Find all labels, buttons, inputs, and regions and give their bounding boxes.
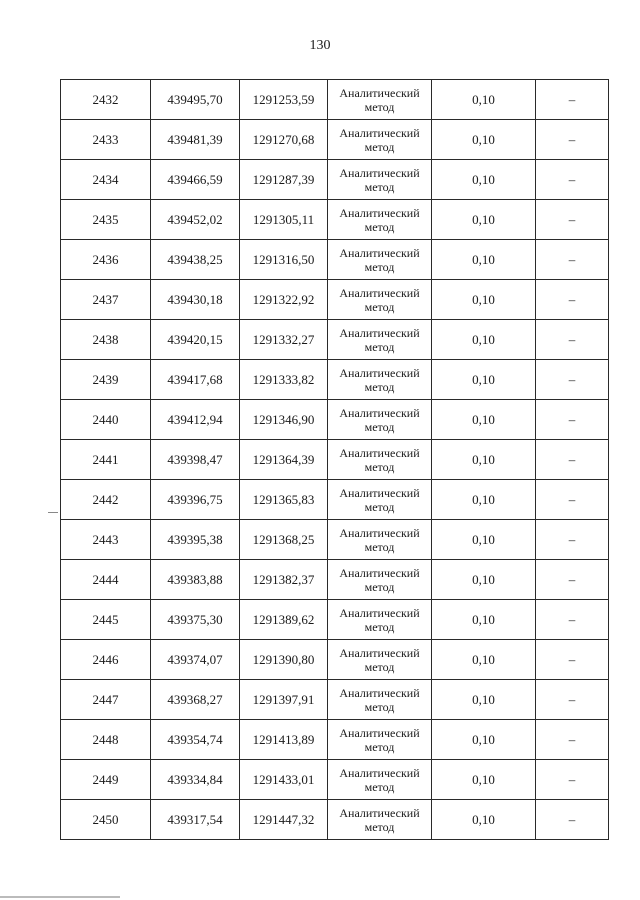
method-line-1: Аналитический	[339, 445, 420, 460]
method-line-1: Аналитический	[339, 565, 420, 580]
point-number-cell: 2450	[61, 800, 151, 840]
coordinates-table-body	[61, 80, 609, 840]
method-line-1: Аналитический	[339, 485, 420, 500]
y-coordinate-cell: 1291346,90	[240, 400, 328, 440]
method-line-1: Аналитический	[339, 125, 420, 140]
y-coordinate-cell: 1291316,50	[240, 240, 328, 280]
method-line-2: метод	[364, 619, 395, 634]
note-cell: –	[536, 520, 609, 560]
accuracy-cell: 0,10	[432, 600, 536, 640]
y-coordinate-cell: 1291413,89	[240, 720, 328, 760]
accuracy-cell: 0,10	[432, 720, 536, 760]
y-coordinate-cell: 1291389,62	[240, 600, 328, 640]
method-cell	[328, 520, 432, 560]
note-cell: –	[536, 120, 609, 160]
method-cell	[328, 720, 432, 760]
coordinates-table	[60, 79, 609, 840]
y-coordinate-cell: 1291397,91	[240, 680, 328, 720]
method-cell	[328, 240, 432, 280]
method-line-2: метод	[364, 99, 395, 114]
method-line-2: метод	[364, 299, 395, 314]
method-line-1: Аналитический	[339, 85, 420, 100]
point-number-cell: 2438	[61, 320, 151, 360]
table-row	[61, 80, 609, 120]
scan-artifact-mark	[48, 512, 58, 513]
y-coordinate-cell: 1291365,83	[240, 480, 328, 520]
point-number-cell: 2437	[61, 280, 151, 320]
method-line-2: метод	[364, 779, 395, 794]
method-line-1: Аналитический	[339, 325, 420, 340]
table-row	[61, 480, 609, 520]
accuracy-cell: 0,10	[432, 240, 536, 280]
x-coordinate-cell: 439481,39	[151, 120, 240, 160]
y-coordinate-cell: 1291253,59	[240, 80, 328, 120]
point-number-cell: 2448	[61, 720, 151, 760]
method-line-1: Аналитический	[339, 165, 420, 180]
method-cell	[328, 440, 432, 480]
method-line-1: Аналитический	[339, 685, 420, 700]
method-line-2: метод	[364, 579, 395, 594]
method-line-1: Аналитический	[339, 245, 420, 260]
y-coordinate-cell: 1291364,39	[240, 440, 328, 480]
y-coordinate-cell: 1291433,01	[240, 760, 328, 800]
method-cell	[328, 280, 432, 320]
point-number-cell: 2444	[61, 560, 151, 600]
method-line-2: метод	[364, 379, 395, 394]
method-line-1: Аналитический	[339, 405, 420, 420]
method-line-1: Аналитический	[339, 645, 420, 660]
method-line-2: метод	[364, 819, 395, 834]
point-number-cell: 2434	[61, 160, 151, 200]
table-row	[61, 240, 609, 280]
note-cell: –	[536, 160, 609, 200]
table-row	[61, 160, 609, 200]
accuracy-cell: 0,10	[432, 200, 536, 240]
table-row	[61, 720, 609, 760]
method-cell	[328, 640, 432, 680]
method-line-1: Аналитический	[339, 205, 420, 220]
accuracy-cell: 0,10	[432, 360, 536, 400]
method-cell	[328, 200, 432, 240]
accuracy-cell: 0,10	[432, 440, 536, 480]
x-coordinate-cell: 439398,47	[151, 440, 240, 480]
accuracy-cell: 0,10	[432, 480, 536, 520]
x-coordinate-cell: 439368,27	[151, 680, 240, 720]
point-number-cell: 2446	[61, 640, 151, 680]
x-coordinate-cell: 439396,75	[151, 480, 240, 520]
accuracy-cell: 0,10	[432, 120, 536, 160]
point-number-cell: 2439	[61, 360, 151, 400]
table-row	[61, 560, 609, 600]
accuracy-cell: 0,10	[432, 680, 536, 720]
point-number-cell: 2440	[61, 400, 151, 440]
y-coordinate-cell: 1291287,39	[240, 160, 328, 200]
scan-artifact-edge	[0, 896, 120, 898]
point-number-cell: 2443	[61, 520, 151, 560]
x-coordinate-cell: 439466,59	[151, 160, 240, 200]
y-coordinate-cell: 1291332,27	[240, 320, 328, 360]
table-row	[61, 360, 609, 400]
x-coordinate-cell: 439375,30	[151, 600, 240, 640]
x-coordinate-cell: 439317,54	[151, 800, 240, 840]
table-row	[61, 400, 609, 440]
method-line-2: метод	[364, 699, 395, 714]
point-number-cell: 2449	[61, 760, 151, 800]
x-coordinate-cell: 439420,15	[151, 320, 240, 360]
y-coordinate-cell: 1291382,37	[240, 560, 328, 600]
y-coordinate-cell: 1291368,25	[240, 520, 328, 560]
method-cell	[328, 560, 432, 600]
table-row	[61, 280, 609, 320]
method-line-2: метод	[364, 419, 395, 434]
method-line-2: метод	[364, 659, 395, 674]
page-number: 130	[309, 38, 331, 53]
method-line-2: метод	[364, 139, 395, 154]
table-row	[61, 760, 609, 800]
y-coordinate-cell: 1291270,68	[240, 120, 328, 160]
method-cell	[328, 600, 432, 640]
point-number-cell: 2441	[61, 440, 151, 480]
y-coordinate-cell: 1291305,11	[240, 200, 328, 240]
note-cell: –	[536, 200, 609, 240]
note-cell: –	[536, 600, 609, 640]
note-cell: –	[536, 440, 609, 480]
method-line-2: метод	[364, 259, 395, 274]
note-cell: –	[536, 760, 609, 800]
x-coordinate-cell: 439395,38	[151, 520, 240, 560]
point-number-cell: 2432	[61, 80, 151, 120]
method-cell	[328, 160, 432, 200]
method-line-1: Аналитический	[339, 525, 420, 540]
y-coordinate-cell: 1291447,32	[240, 800, 328, 840]
method-cell	[328, 760, 432, 800]
table-row	[61, 520, 609, 560]
table-row	[61, 640, 609, 680]
table-row	[61, 680, 609, 720]
method-cell	[328, 120, 432, 160]
accuracy-cell: 0,10	[432, 320, 536, 360]
note-cell: –	[536, 800, 609, 840]
y-coordinate-cell: 1291390,80	[240, 640, 328, 680]
method-line-1: Аналитический	[339, 805, 420, 820]
y-coordinate-cell: 1291333,82	[240, 360, 328, 400]
method-cell	[328, 680, 432, 720]
table-row	[61, 120, 609, 160]
method-line-2: метод	[364, 179, 395, 194]
method-line-2: метод	[364, 339, 395, 354]
note-cell: –	[536, 240, 609, 280]
x-coordinate-cell: 439354,74	[151, 720, 240, 760]
x-coordinate-cell: 439374,07	[151, 640, 240, 680]
x-coordinate-cell: 439383,88	[151, 560, 240, 600]
table-row	[61, 440, 609, 480]
table-row	[61, 600, 609, 640]
x-coordinate-cell: 439417,68	[151, 360, 240, 400]
point-number-cell: 2433	[61, 120, 151, 160]
note-cell: –	[536, 80, 609, 120]
method-cell	[328, 800, 432, 840]
note-cell: –	[536, 480, 609, 520]
y-coordinate-cell: 1291322,92	[240, 280, 328, 320]
table-row	[61, 200, 609, 240]
method-line-1: Аналитический	[339, 765, 420, 780]
x-coordinate-cell: 439430,18	[151, 280, 240, 320]
method-line-1: Аналитический	[339, 725, 420, 740]
x-coordinate-cell: 439412,94	[151, 400, 240, 440]
method-line-1: Аналитический	[339, 365, 420, 380]
note-cell: –	[536, 680, 609, 720]
note-cell: –	[536, 720, 609, 760]
point-number-cell: 2442	[61, 480, 151, 520]
method-cell	[328, 80, 432, 120]
method-line-1: Аналитический	[339, 285, 420, 300]
method-line-1: Аналитический	[339, 605, 420, 620]
method-line-2: метод	[364, 539, 395, 554]
method-cell	[328, 360, 432, 400]
method-cell	[328, 400, 432, 440]
point-number-cell: 2436	[61, 240, 151, 280]
method-line-2: метод	[364, 219, 395, 234]
note-cell: –	[536, 400, 609, 440]
accuracy-cell: 0,10	[432, 640, 536, 680]
accuracy-cell: 0,10	[432, 80, 536, 120]
table-row	[61, 320, 609, 360]
point-number-cell: 2445	[61, 600, 151, 640]
accuracy-cell: 0,10	[432, 800, 536, 840]
note-cell: –	[536, 280, 609, 320]
point-number-cell: 2435	[61, 200, 151, 240]
method-line-2: метод	[364, 459, 395, 474]
method-line-2: метод	[364, 739, 395, 754]
x-coordinate-cell: 439438,25	[151, 240, 240, 280]
note-cell: –	[536, 640, 609, 680]
accuracy-cell: 0,10	[432, 160, 536, 200]
accuracy-cell: 0,10	[432, 400, 536, 440]
method-cell	[328, 480, 432, 520]
accuracy-cell: 0,10	[432, 280, 536, 320]
note-cell: –	[536, 360, 609, 400]
table-row	[61, 800, 609, 840]
method-line-2: метод	[364, 499, 395, 514]
method-cell	[328, 320, 432, 360]
note-cell: –	[536, 560, 609, 600]
x-coordinate-cell: 439495,70	[151, 80, 240, 120]
x-coordinate-cell: 439452,02	[151, 200, 240, 240]
x-coordinate-cell: 439334,84	[151, 760, 240, 800]
note-cell: –	[536, 320, 609, 360]
accuracy-cell: 0,10	[432, 560, 536, 600]
accuracy-cell: 0,10	[432, 520, 536, 560]
accuracy-cell: 0,10	[432, 760, 536, 800]
point-number-cell: 2447	[61, 680, 151, 720]
